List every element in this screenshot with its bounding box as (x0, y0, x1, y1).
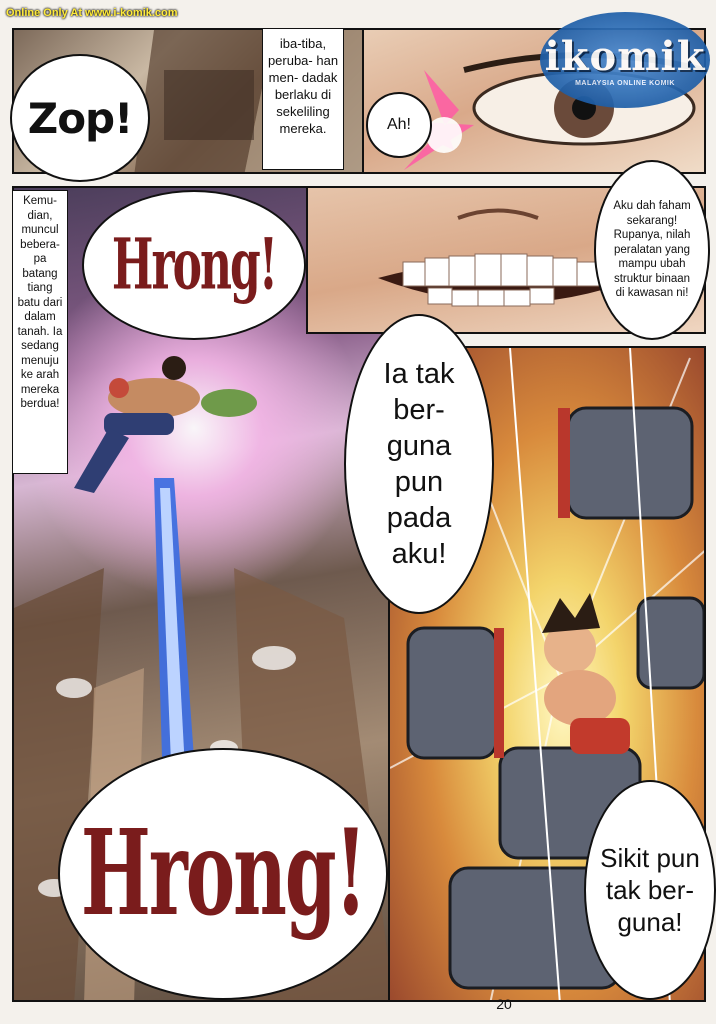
page-number: 20 (496, 996, 512, 1012)
speech-bubble-understand (594, 160, 710, 340)
sfx-bubble-hrong-bottom (58, 748, 388, 1000)
speech-not-useful-text: Sikit pun tak ber- guna! (600, 843, 700, 937)
ikomik-logo-wordmark: ikomik (544, 33, 706, 80)
caption-sudden-change-text: iba-tiba, peruba- han men- dadak berlaku di sekeliling mereka. (267, 36, 339, 136)
ikomik-logo-tagline: MALAYSIA ONLINE KOMIK (575, 80, 675, 87)
sfx-hrong-top-text: Hrong! (111, 224, 277, 306)
speech-bubble-useless (344, 314, 494, 614)
ikomik-logo (540, 12, 710, 108)
sfx-zop-text: Zop! (27, 93, 133, 143)
speech-useless-text: Ia tak ber- guna pun pada aku! (383, 358, 455, 570)
speech-understand-text: Aku dah faham sekarang! Rupanya, nilah peralatan yang mampu ubah struktur binaan di kawasan ni! (613, 200, 691, 300)
speech-bubble-ah (366, 92, 432, 158)
caption-sudden-change (262, 28, 344, 170)
speech-ah-text: Ah! (386, 116, 411, 133)
sfx-hrong-bottom-text: Hrong! (80, 805, 366, 943)
sfx-bubble-hrong-top (82, 190, 306, 340)
caption-pillars (12, 190, 68, 474)
caption-pillars-text: Kemu- dian, muncul bebera- pa batang tiang batu dari dalam tanah. Ia sedang menuju ke arah mereka berdua! (17, 195, 63, 410)
watermark-text: Online Only At www.i-komik.com (6, 7, 178, 19)
fighter-figure (542, 593, 630, 754)
speech-bubble-not-useful (584, 780, 716, 1000)
sfx-bubble-zop (10, 54, 150, 182)
